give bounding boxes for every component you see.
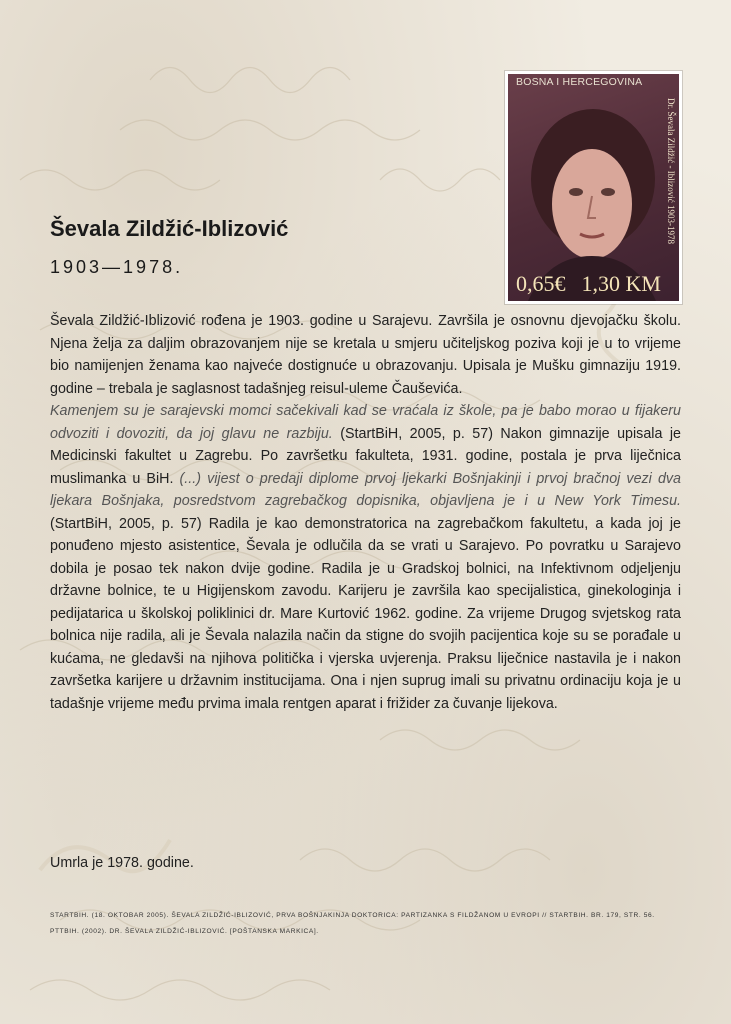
life-years: 1903—1978. [50, 257, 184, 277]
reference-1: STARTBIH. (18. OKTOBAR 2005). ŠEVALA ZILDŽIĆ-IBLIZOVIĆ, PRVA BOŠNJAKINJA DOKTORICA: PARTIZANKA S FILDŽANOM U EVROPI // STARTBIH. BR. 179, STR. 56. [50, 912, 655, 919]
stamp-value-euro: 0,65€ [516, 271, 566, 296]
text-career: (StartBiH, 2005, p. 57) Radila je kao demonstratorica na zagrebačkom fakultetu, a kada joj je ponuđeno mjesto asistentice, Ševala je odlučila da se vrati u Sarajevo. Po povratku u Sarajevo dobila je posao tek nakon dvije godine. Radila je u Gradskoj bolnici, na Infektivnom odjeljenju državne bolnice, te u Higijenskom zavodu. Karijeru je završila kao specijalistica, ginekologinja i pedijatarica u školskoj poliklinici dr. Mare Kurtović 1962. godine. Za vrijeme Drugog svjetskog rata bolnica nije radila, ali je Ševala nalazila način da stigne do svojih pacijentica koje su se porađale u kućama, ne gledavši na njihova politička i vjerska uvjerenja. Praksu liječnice nastavila je i nakon završetka karijere u državnim institucijama. Ona i njen suprug imali su privatnu ordinaciju koja je u tadašnje vrijeme među prvima imala rentgen aparat i frižider za čuvanje lijekova. [50, 515, 681, 712]
death-note: Umrla je 1978. godine. [50, 855, 194, 871]
stamp-portrait [508, 74, 679, 301]
text-education: (StartBiH, 2005, p. 57) Nakon gimnazije upisala je Medicinski fakultet u Zagrebu. Po završetku fakulteta, 1931. godine, postala je prva liječnica muslimanka u BiH. [50, 425, 681, 487]
reference-2: PTTBIH. (2002). DR. ŠEVALA ZILDŽIĆ-IBLIZOVIĆ. [POŠTANSKA MARKICA]. [50, 928, 319, 935]
paragraph-intro: Ševala Zildžić-Iblizović rođena je 1903. godine u Sarajevu. Završila je osnovnu djevojačku školu. Njena želja za daljim obrazovanjem nije se kretala u smjeru učiteljskog poziva koji je u to vrijeme bio namijenjen ženama kao najveće dostignuće u obrazovanju. Upisala je Mušku gimnaziju 1919. godine – trebala je saglasnost tadašnjeg reisul-uleme Čauševića. [50, 313, 681, 397]
quote-school: Kamenjem su je sarajevski momci sačekivali kad se vraćala iz škole, pa je babo morao u fijakeru odvoziti i dovoziti, da joj glavu ne razbiju. [50, 403, 681, 442]
stamp-country: BOSNA I HERCEGOVINA [516, 76, 643, 88]
paragraph-main [50, 400, 681, 715]
postage-stamp [505, 71, 682, 304]
biography-text [50, 310, 681, 715]
stamp-side-text: Dr. Ševala Zildžić - Iblizović 1903-1978 [666, 98, 676, 244]
references [50, 911, 681, 943]
page-title: Ševala Zildžić-Iblizović [50, 216, 289, 241]
stamp-value-km: 1,30 KM [581, 271, 661, 296]
quote-newyork-times: (...) vijest o predaji diplome prvoj ljekarki Bošnjakinji i prvoj bračnoj vezi dva ljekara Bošnjaka, posredstvom zagrebačkog dopisnika, objavljena je i u New York Timesu. [50, 470, 681, 509]
portrait-illustration [508, 74, 679, 301]
